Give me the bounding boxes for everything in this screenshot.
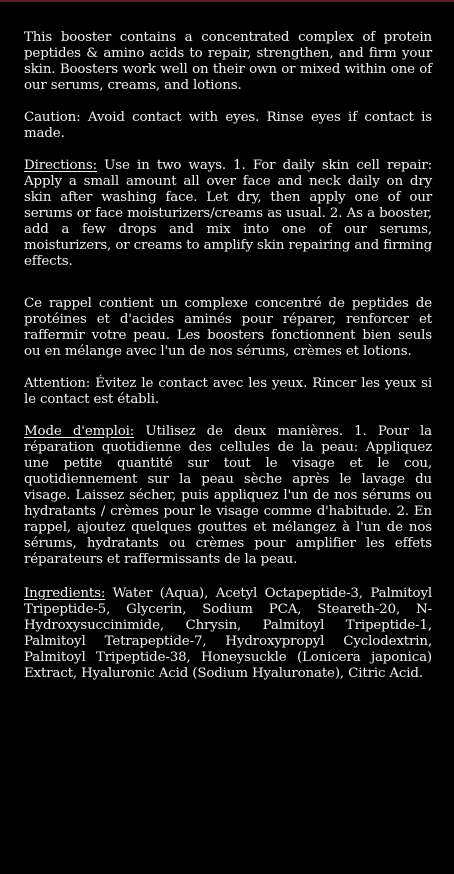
top-edge-bar <box>0 0 454 2</box>
directions-heading: Directions: <box>24 158 97 173</box>
product-label-text <box>24 30 432 682</box>
english-description: This booster contains a concentrated complex of protein peptides & amino acids to repair, strengthen, and firm your skin. Boosters work well on their own or mixed within one of our serums, creams, and lotions. <box>24 30 432 93</box>
french-mode-emploi <box>24 424 432 568</box>
ingredients-list <box>24 586 432 682</box>
french-description: Ce rappel contient un complexe concentré de peptides de protéines et d'acides aminés pour réparer, renforcer et raffermir votre peau. Les boosters fonctionnent bien seuls ou en mélange avec l'un de nos sérums, crèmes et lotions. <box>24 296 432 359</box>
mode-emploi-body: Utilisez de deux manières. 1. Pour la réparation quotidienne des cellules de la peau: Appliquez une petite quantité sur tout le visage et le cou, quotidiennement sur la peau sèche après le lavage du visage. Laissez sécher, puis appliquez l'un de nos sérums ou hydratants / crèmes pour le visage comme d'habitude. 2. En rappel, ajoutez quelques gouttes et mélangez à l'un de nos sérums, hydratants ou crèmes pour amplifier les effets réparateurs et raffermissants de la peau. <box>24 424 432 567</box>
english-caution: Caution: Avoid contact with eyes. Rinse eyes if contact is made. <box>24 110 432 141</box>
ingredients-heading: Ingredients: <box>24 586 106 601</box>
english-directions <box>24 158 432 270</box>
mode-emploi-heading: Mode d'emploi: <box>24 424 135 439</box>
directions-body: Use in two ways. 1. For daily skin cell repair: Apply a small amount all over face and neck daily on dry skin after washing face. Let dry, then apply one of our serums or face moisturizers/creams as usual. 2. As a booster, add a few drops and mix into one of our serums, moisturizers, or creams to amplify skin repairing and firming effects. <box>24 158 432 269</box>
ingredients-body: Water (Aqua), Acetyl Octapeptide-3, Palmitoyl Tripeptide-5, Glycerin, Sodium PCA, Steareth-20, N-Hydroxysuccinimide, Chrysin, Palmitoyl Tripeptide-1, Palmitoyl Tetrapeptide-7, Hydroxypropyl Cyclodextrin, Palmitoyl Tripeptide-38, Honeysuckle (Lonicera japonica) Extract, Hyaluronic Acid (Sodium Hyaluronate), Citric Acid. <box>24 586 432 681</box>
french-attention: Attention: Évitez le contact avec les yeux. Rincer les yeux si le contact est établi. <box>24 376 432 407</box>
